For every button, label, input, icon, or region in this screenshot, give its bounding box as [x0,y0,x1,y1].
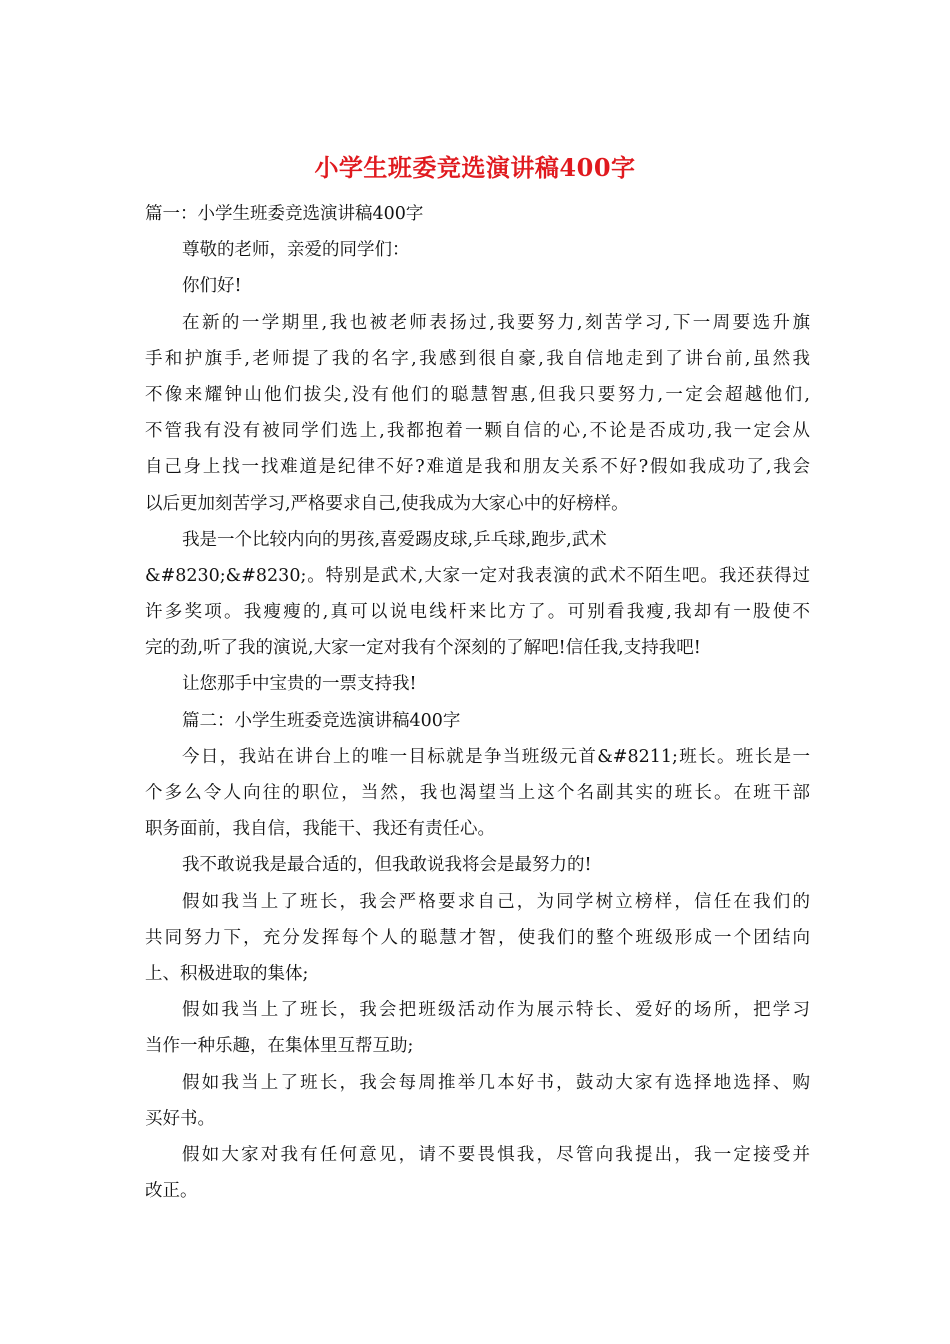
paragraph-line: 自己身上找一找难道是纪律不好?难道是我和朋友关系不好?假如我成功了,我会 [145,457,810,478]
paragraph-line: 共同努力下，充分发挥每个人的聪慧才智，使我们的整个班级形成一个团结向 [145,927,810,948]
section-heading: 篇一：小学生班委竞选演讲稿400字 [145,204,424,224]
paragraph-line: 在新的一学期里,我也被老师表扬过,我要努力,刻苦学习,下一周要选升旗 [182,312,810,333]
document-title: 小学生班委竞选演讲稿400字 [314,153,636,182]
paragraph-line: 假如大家对我有任何意见，请不要畏惧我，尽管向我提出，我一定接受并 [182,1144,810,1165]
paragraph-line: 让您那手中宝贵的一票支持我! [182,674,417,695]
section-heading: 篇二：小学生班委竞选演讲稿400字 [182,710,461,731]
paragraph-line: 不管我有没有被同学们选上,我都抱着一颗自信的心,不论是否成功,我一定会从 [145,421,810,442]
paragraph-line: &#8230;&#8230;。特别是武术,大家一定对我表演的武术不陌生吧。我还获得过 [145,565,810,586]
paragraph-line: 以后更加刻苦学习,严格要求自己,使我成为大家心中的好榜样。 [145,493,629,514]
paragraph-line: 改正。 [145,1181,198,1202]
paragraph-line: 手和护旗手,老师提了我的名字,我感到很自豪,我自信地走到了讲台前,虽然我 [145,348,810,369]
paragraph-line: 个多么令人向往的职位，当然，我也渴望当上这个名副其实的班长。在班干部 [145,783,810,803]
paragraph-line: 我不敢说我是最合适的，但我敢说我将会是最努力的! [182,855,592,876]
paragraph-line: 今日，我站在讲台上的唯一目标就是争当班级元首&#8211;班长。班长是一 [182,746,810,767]
paragraph-line: 不像来耀钟山他们拔尖,没有他们的聪慧智惠,但我只要努力,一定会超越他们, [145,384,810,405]
paragraph-line: 完的劲,听了我的演说,大家一定对我有个深刻的了解吧!信任我,支持我吧! [145,638,701,659]
paragraph-line: 尊敬的老师，亲爱的同学们： [182,240,410,261]
paragraph-line: 我是一个比较内向的男孩,喜爱踢皮球,乒乓球,跑步,武术 [182,529,607,550]
paragraph-line: 买好书。 [145,1108,215,1129]
paragraph-line: 假如我当上了班长，我会严格要求自己，为同学树立榜样，信任在我们的 [182,891,810,912]
paragraph-line: 假如我当上了班长，我会每周推举几本好书，鼓动大家有选择地选择、购 [182,1072,810,1093]
paragraph-line: 许多奖项。我瘦瘦的,真可以说电线杆来比方了。可别看我瘦,我却有一股使不 [145,602,810,623]
paragraph-line: 上、积极进取的集体; [145,963,309,984]
paragraph-line: 你们好! [182,276,242,297]
paragraph-line: 职务面前，我自信，我能干、我还有责任心。 [145,819,495,840]
document-body [145,196,810,1209]
paragraph-line: 当作一种乐趣，在集体里互帮互助; [145,1036,414,1057]
paragraph-line: 假如我当上了班长，我会把班级活动作为展示特长、爱好的场所，把学习 [182,1000,810,1021]
